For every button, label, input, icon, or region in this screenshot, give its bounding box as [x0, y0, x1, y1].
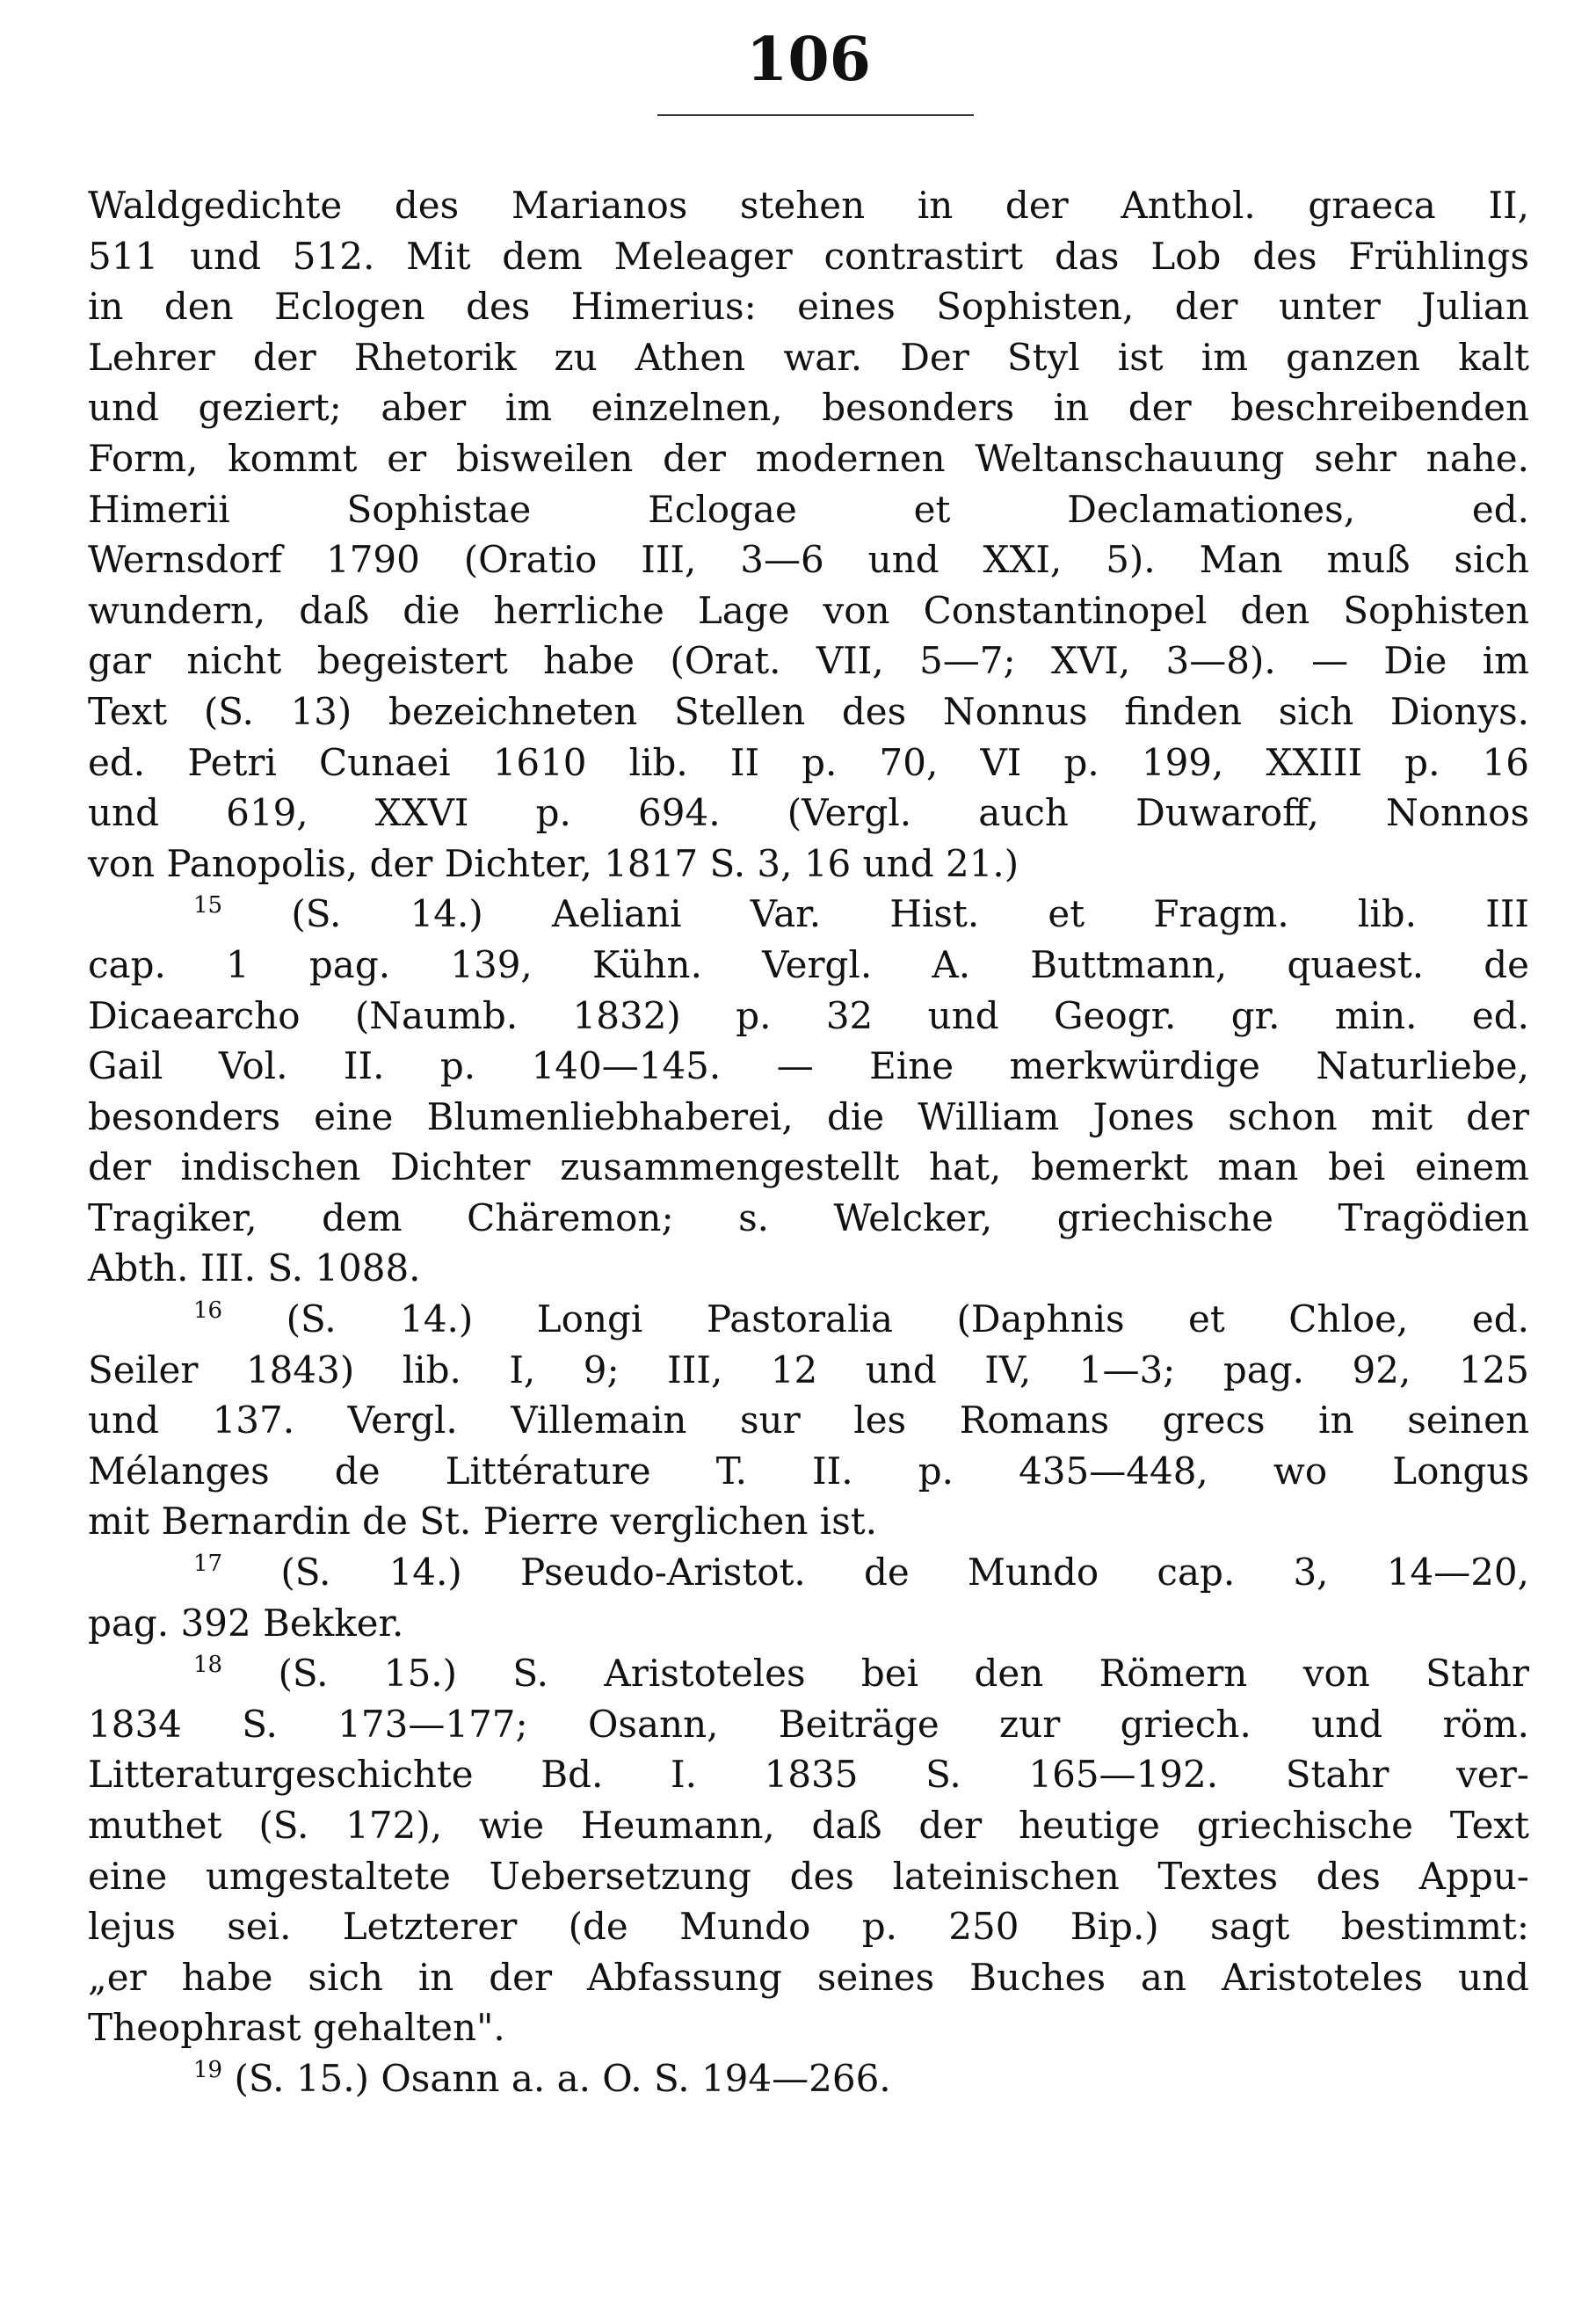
- text-line: in den Eclogen des Himerius: eines Sophisten, der unter Julian: [88, 285, 1529, 329]
- text-line: Text (S. 13) bezeichneten Stellen des Nonnus finden sich Dionys.: [88, 689, 1529, 733]
- text-line: Lehrer der Rhetorik zu Athen war. Der Styl ist im ganzen kalt: [88, 335, 1529, 379]
- footnote-15: [88, 889, 1529, 1294]
- footnote-18: [88, 1648, 1529, 2053]
- text-line: wundern, daß die herrliche Lage von Constantinopel den Sophisten: [88, 588, 1529, 632]
- text-line: cap. 1 pag. 139, Kühn. Vergl. A. Buttmann, quaest. de: [88, 942, 1529, 986]
- text-line: Gail Vol. II. p. 140—145. — Eine merkwürdige Naturliebe,: [88, 1044, 1529, 1088]
- text-line: Tragiker, dem Chäremon; s. Welcker, griechische Tragödien: [88, 1195, 1529, 1239]
- text-line: eine umgestaltete Uebersetzung des lateinischen Textes des Appu-: [88, 1854, 1529, 1898]
- text-line: ed. Petri Cunaei 1610 lib. II p. 70, VI p. 199, XXIII p. 16: [88, 740, 1529, 784]
- text-line: 511 und 512. Mit dem Meleager contrastirt das Lob des Frühlings: [88, 234, 1529, 278]
- header-rule: [657, 114, 974, 116]
- paragraph-continuation: [88, 180, 1529, 889]
- text-line: Abth. III. S. 1088.: [88, 1246, 421, 1290]
- text-line: Theophrast gehalten".: [88, 2006, 505, 2050]
- text-line: lejus sei. Letzterer (de Mundo p. 250 Bip.) sagt bestimmt:: [88, 1905, 1529, 1949]
- text-line: pag. 392 Bekker.: [88, 1601, 404, 1645]
- page-number: 106: [746, 25, 871, 95]
- book-page: [88, 0, 1529, 2303]
- text-line: Form, kommt er bisweilen der modernen Weltanschauung sehr nahe.: [88, 436, 1529, 480]
- footnote-number: 18: [193, 1652, 223, 1679]
- text-line: der indischen Dichter zusammengestellt hat, bemerkt man bei einem: [88, 1145, 1529, 1189]
- footnote-number: 19: [193, 2056, 223, 2083]
- footnote-19: [88, 2053, 1529, 2104]
- footnote-17: [88, 1547, 1529, 1648]
- text-line: Seiler 1843) lib. I, 9; III, 12 und IV, 1—3; pag. 92, 125: [88, 1348, 1529, 1391]
- text-line: muthet (S. 172), wie Heumann, daß der heutige griechische Text: [88, 1804, 1529, 1847]
- text-line: Dicaearcho (Naumb. 1832) p. 32 und Geogr. gr. min. ed.: [88, 993, 1529, 1037]
- footnote-number: 17: [193, 1551, 223, 1578]
- text-line: Waldgedichte des Marianos stehen in der Anthol. graeca II,: [88, 184, 1529, 227]
- footnote-16: [88, 1294, 1529, 1547]
- text-line: und 619, XXVI p. 694. (Vergl. auch Duwaroff, Nonnos: [88, 791, 1529, 835]
- text-line: besonders eine Blumenliebhaberei, die William Jones schon mit der: [88, 1094, 1529, 1138]
- text-line: 1834 S. 173—177; Osann, Beiträge zur griech. und röm.: [88, 1702, 1529, 1746]
- text-line: (S. 15.) S. Aristoteles bei den Römern von Stahr: [278, 1652, 1529, 1696]
- text-line: gar nicht begeistert habe (Orat. VII, 5—7; XVI, 3—8). — Die im: [88, 639, 1529, 683]
- text-line: (S. 14.) Aeliani Var. Hist. et Fragm. lib. III: [291, 892, 1529, 936]
- text-line: und 137. Vergl. Villemain sur les Romans grecs in seinen: [88, 1399, 1529, 1442]
- text-line: Wernsdorf 1790 (Oratio III, 3—6 und XXI, 5). Man muß sich: [88, 538, 1529, 582]
- text-line: und geziert; aber im einzelnen, besonders in der beschreibenden: [88, 386, 1529, 430]
- text-line: (S. 14.) Longi Pastoralia (Daphnis et Chloe, ed.: [286, 1297, 1529, 1341]
- text-line: von Panopolis, der Dichter, 1817 S. 3, 16 und 21.): [88, 841, 1019, 885]
- text-line: Himerii Sophistae Eclogae et Declamationes, ed.: [88, 487, 1529, 531]
- text-line: Litteraturgeschichte Bd. I. 1835 S. 165—192. Stahr ver-: [88, 1753, 1529, 1797]
- text-line: Mélanges de Littérature T. II. p. 435—448, wo Longus: [88, 1449, 1529, 1493]
- text-line: (S. 15.) Osann a. a. O. S. 194—266.: [234, 2056, 891, 2100]
- page-body: [88, 180, 1529, 2104]
- text-line: mit Bernardin de St. Pierre verglichen ist.: [88, 1500, 877, 1544]
- text-line: (S. 14.) Pseudo-Aristot. de Mundo cap. 3, 14—20,: [280, 1551, 1529, 1595]
- footnote-number: 15: [193, 892, 223, 919]
- text-line: „er habe sich in der Abfassung seines Buches an Aristoteles und: [88, 1955, 1529, 1999]
- footnote-number: 16: [193, 1297, 223, 1325]
